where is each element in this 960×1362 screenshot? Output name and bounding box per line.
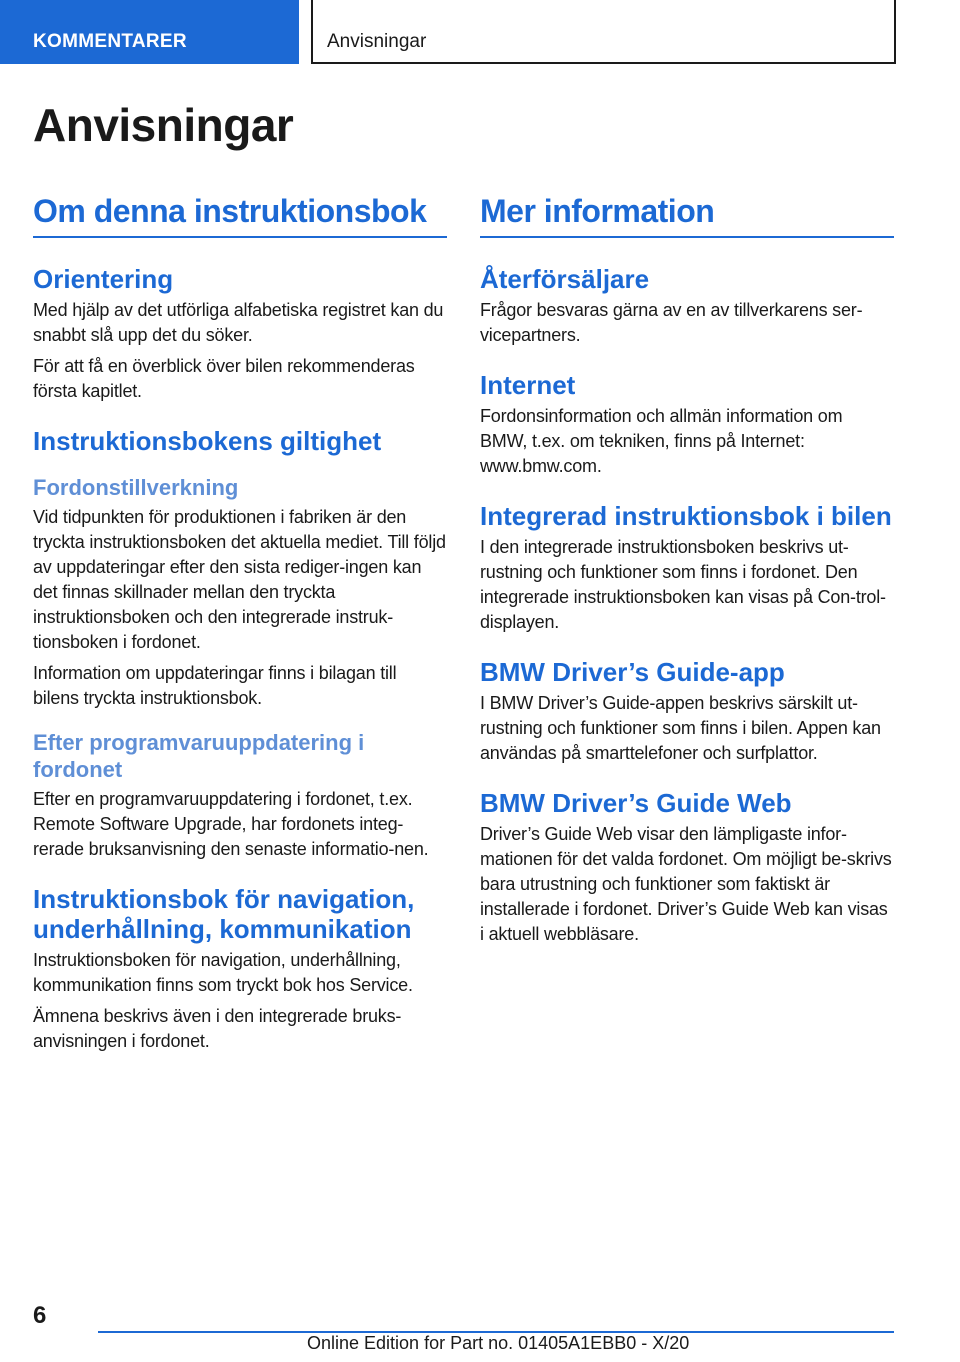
page-header <box>0 0 960 66</box>
page-number: 6 <box>33 1302 47 1329</box>
section-title-om-denna-instruktionsbok: Om denna instruktionsbok <box>33 192 447 238</box>
left-column <box>33 192 447 1060</box>
paragraph: För att få en överblick över bilen rekommenderas första kapitlet. <box>33 356 415 401</box>
subheading-fordonstillverkning: Fordonstillverkning <box>33 475 239 500</box>
chapter-tab: Anvisningar <box>311 0 896 64</box>
heading-drivers-guide-web: BMW Driver’s Guide Web <box>480 788 792 818</box>
section-title-mer-information: Mer information <box>480 192 894 238</box>
footer-edition-text: Online Edition for Part no. 01405A1EBB0 - X/20 <box>307 1333 690 1353</box>
heading-giltighet: Instruktionsbokens giltighet <box>33 426 382 456</box>
heading-internet: Internet <box>480 370 576 400</box>
right-column <box>480 192 894 953</box>
paragraph: Frågor besvaras gärna av en av tillverkarens ser-vicepartners. <box>480 300 863 345</box>
heading-drivers-guide-app: BMW Driver’s Guide-app <box>480 657 785 687</box>
heading-orientering: Orientering <box>33 264 174 294</box>
heading-integrerad-instruktionsbok: Integrerad instruktionsbok i bilen <box>480 501 892 531</box>
page-title: Anvisningar <box>33 99 294 151</box>
paragraph: Driver’s Guide Web visar den lämpligaste infor-mationen för det valda fordonet. Om möjligt be-skrivs bara utrustning och funktioner som faktiskt är installerade i fordonet. Driver’s Guide Web kan visas i aktuell webbläsare. <box>480 824 892 944</box>
section-tab: KOMMENTARER <box>0 0 299 64</box>
paragraph: I BMW Driver’s Guide-appen beskrivs särskilt ut-rustning och funktioner som finns i bilen. Appen kan användas på smarttelefoner och surfplattor. <box>480 693 881 763</box>
paragraph: Information om uppdateringar finns i bilagan till bilens tryckta instruktionsbok. <box>33 663 397 708</box>
paragraph: I den integrerade instruktionsboken beskrivs ut-rustning och funktioner som finns i fordonet. Den integrerade instruktionsboken kan visas på Con-trol-displayen. <box>480 537 886 632</box>
paragraph: Med hjälp av det utförliga alfabetiska registret kan du snabbt slå upp det du söker. <box>33 300 444 345</box>
heading-aterforsaljare: Återförsäljare <box>480 264 650 294</box>
paragraph: Efter en programvaruuppdatering i fordonet, t.ex. Remote Software Upgrade, har fordonets integ-rerade bruksanvisning den senaste informatio-nen. <box>33 789 429 859</box>
paragraph: Vid tidpunkten för produktionen i fabriken är den tryckta instruktionsboken det aktuella mediet. Till följd av uppdateringar efter den sista rediger-ingen kan det finnas skillnader mellan den tryckta instruktionsboken och den integrerade instruk-tionsboken i fordonet. <box>33 507 446 652</box>
paragraph: Instruktionsboken för navigation, underhållning, kommunikation finns som tryckt bok hos Service. <box>33 950 413 995</box>
heading-navigation: Instruktionsbok för navigation, underhållning, kommunikation <box>33 884 415 944</box>
paragraph: Ämnena beskrivs även i den integrerade bruks-anvisningen i fordonet. <box>33 1006 402 1051</box>
paragraph: Fordonsinformation och allmän information om BMW, t.ex. om tekniken, finns på Internet: www.bmw.com. <box>480 406 843 476</box>
subheading-programvaruuppdatering: Efter programvaruuppdatering i fordonet <box>33 730 365 782</box>
